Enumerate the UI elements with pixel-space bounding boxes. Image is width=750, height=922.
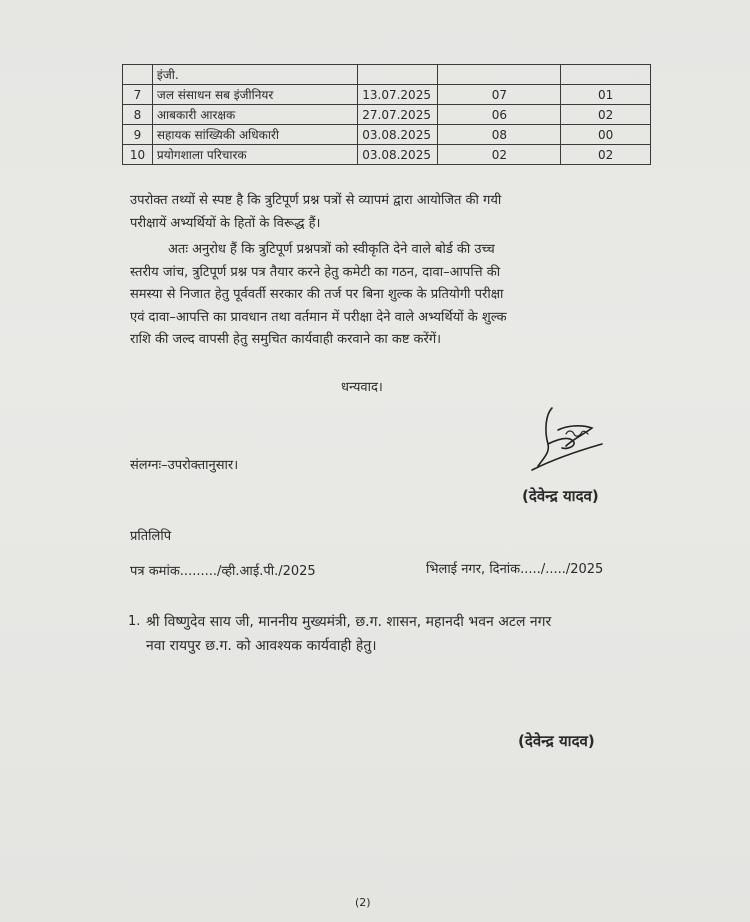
serial-cell: 10 (123, 145, 153, 165)
copy-heading: प्रतिलिपि (130, 529, 172, 544)
count-cell: 02 (561, 145, 651, 165)
post-cell: आबकारी आरक्षक (152, 105, 357, 125)
paragraph-conclusion (130, 190, 650, 235)
signatory-name: (देवेन्द्र यादव) (518, 732, 595, 750)
table-row (123, 85, 651, 105)
place-date: भिलाई नगर, दिनांक...../...../2025 (426, 562, 604, 577)
date-cell: 03.08.2025 (358, 125, 438, 145)
count-cell: 07 (438, 85, 561, 105)
paragraph-line: उपरोक्त तथ्यों से स्पष्ट है कि त्रुटिपूर्ण प्रश्न पत्रों से व्यापमं द्वारा आयोजित की गयी (130, 193, 502, 208)
count-cell (438, 65, 561, 85)
copy-item-line: श्री विष्णुदेव साय जी, माननीय मुख्यमंत्री, छ.ग. शासन, महानदी भवन अटल नगर (146, 614, 552, 630)
paragraph-request (130, 239, 650, 352)
page-number: (2) (355, 896, 371, 909)
serial-cell: 7 (123, 85, 153, 105)
post-cell: सहायक सांख्यिकी अधिकारी (152, 125, 357, 145)
date-cell: 03.08.2025 (358, 145, 438, 165)
posts-table (122, 64, 651, 165)
serial-cell: 8 (123, 105, 153, 125)
paragraph-line: अतः अनुरोध हैं कि त्रुटिपूर्ण प्रश्नपत्रों को स्वीकृति देने वाले बोर्ड की उच्च (168, 242, 495, 257)
post-cell: इंजी. (152, 65, 357, 85)
date-cell: 27.07.2025 (358, 105, 438, 125)
signature-1-icon (522, 400, 612, 480)
count-cell: 08 (438, 125, 561, 145)
count-cell (561, 65, 651, 85)
count-cell: 02 (438, 145, 561, 165)
serial-cell (123, 65, 153, 85)
table-row (123, 65, 651, 85)
post-cell: प्रयोगशाला परिचारक (152, 145, 357, 165)
count-cell: 00 (561, 125, 651, 145)
signatory-name: (देवेन्द्र यादव) (522, 487, 599, 505)
table-row (123, 145, 651, 165)
paragraph-line: राशि की जल्द वापसी हेतु समुचित कार्यवाही करवाने का कष्ट करेंगें। (130, 332, 442, 347)
paragraph-line: समस्या से निजात हेतु पूर्ववर्ती सरकार की तर्ज पर बिना शुल्क के प्रतियोगी परीक्षा (130, 287, 504, 302)
table-row (123, 125, 651, 145)
paragraph-line: एवं दावा–आपत्ति का प्रावधान तथा वर्तमान में परीक्षा देने वाले अभ्यर्थियों के शुल्क (130, 309, 507, 325)
paragraph-line: परीक्षायें अभ्यर्थियों के हितों के विरूद्ध हैं। (130, 215, 321, 231)
letter-number: पत्र कमांक........./व्ही.आई.पी./2025 (130, 564, 316, 579)
count-cell: 06 (438, 105, 561, 125)
thanks-text: धन्यवाद। (341, 380, 383, 395)
date-cell: 13.07.2025 (358, 85, 438, 105)
paragraph-line: स्तरीय जांच, त्रुटिपूर्ण प्रश्न पत्र तैयार करने हेतु कमेटी का गठन, दावा–आपत्ति की (130, 264, 501, 280)
post-cell: जल संसाधन सब इंजीनियर (152, 85, 357, 105)
count-cell: 01 (561, 85, 651, 105)
enclosure-text: संलग्नः–उपरोक्तानुसार। (130, 458, 239, 473)
copy-item-number: 1. (128, 614, 141, 629)
copy-item-line: नवा रायपुर छ.ग. को आवश्यक कार्यवाही हेतु। (146, 638, 377, 654)
serial-cell: 9 (123, 125, 153, 145)
count-cell: 02 (561, 105, 651, 125)
table-row (123, 105, 651, 125)
date-cell (358, 65, 438, 85)
